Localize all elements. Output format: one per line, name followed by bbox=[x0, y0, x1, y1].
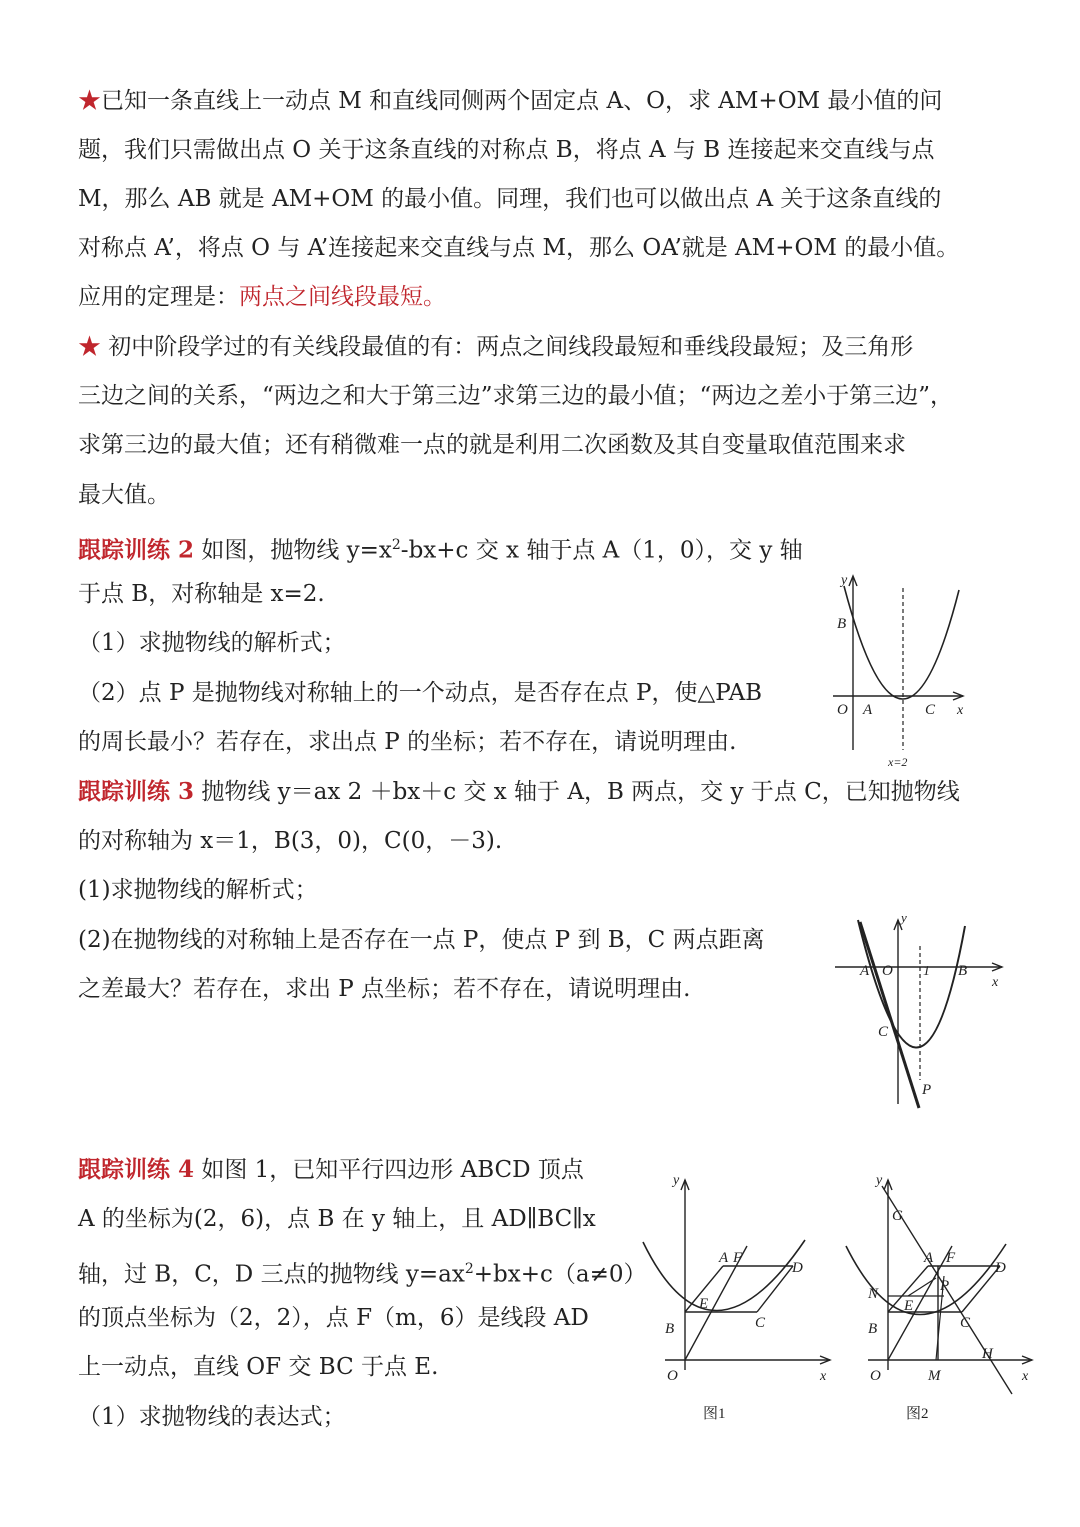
ex2-line2: 于点 B，对称轴是 x=2. bbox=[78, 581, 325, 607]
star-icon: ★ bbox=[78, 334, 101, 360]
ex3-question2a: (2)在抛物线的对称轴上是否存在一点 P，使点 P 到 B，C 两点距离 bbox=[78, 927, 765, 953]
fig-label-o: O bbox=[882, 963, 893, 979]
section2-line4: 最大值。 bbox=[78, 482, 170, 508]
ex3-figure bbox=[830, 908, 1005, 1117]
fig-label-c: C bbox=[925, 702, 936, 718]
fig-label-x: x bbox=[992, 975, 999, 990]
fig-label-c: C bbox=[755, 1315, 766, 1331]
star-icon: ★ bbox=[78, 88, 101, 114]
ex4-line5: 上一动点，直线 OF 交 BC 于点 E. bbox=[78, 1354, 439, 1380]
fig-label-x: x bbox=[1022, 1369, 1029, 1384]
fig-label-o: O bbox=[870, 1368, 881, 1384]
fig-label-d: D bbox=[995, 1260, 1006, 1276]
section1-line3: M，那么 AB 就是 AM+OM 的最小值。同理，我们也可以做出点 A 关于这条直线的 bbox=[78, 186, 942, 212]
fig-label-m: M bbox=[928, 1368, 941, 1384]
fig-label-y: y bbox=[841, 573, 848, 588]
ex3-question1: (1)求抛物线的解析式； bbox=[78, 877, 318, 903]
fig-label-p: P bbox=[922, 1082, 932, 1098]
fig-label-a: A bbox=[863, 702, 873, 718]
ex4-figure2 bbox=[840, 1170, 1040, 1429]
fig-label-e: E bbox=[904, 1298, 914, 1314]
fig-label-n: N bbox=[868, 1286, 879, 1302]
fig-label-a: A bbox=[719, 1250, 729, 1266]
ex2-question2b: 的周长最小？若存在，求出点 P 的坐标；若不存在，请说明理由. bbox=[78, 729, 737, 755]
fig-label-b: B bbox=[868, 1321, 878, 1337]
section1-line5: 应用的定理是：两点之间线段最短。 bbox=[78, 284, 446, 310]
figure-caption: 图1 bbox=[703, 1406, 726, 1422]
fig-label-one: 1 bbox=[923, 964, 930, 979]
fig-label-a: A bbox=[924, 1250, 934, 1266]
fig-label-c: C bbox=[878, 1024, 889, 1040]
fig-label-b: B bbox=[837, 616, 847, 632]
ex4-label: 跟踪训练 4 bbox=[78, 1156, 195, 1183]
fig-label-f: F bbox=[733, 1250, 743, 1266]
fig-label-x: x bbox=[820, 1369, 827, 1384]
fig-label-o: O bbox=[667, 1368, 678, 1384]
ex4-line2: A 的坐标为(2，6)，点 B 在 y 轴上，且 AD∥BC∥x bbox=[78, 1206, 596, 1232]
ex4-question1: （1）求抛物线的表达式； bbox=[78, 1404, 346, 1430]
theorem-highlight: 两点之间线段最短。 bbox=[239, 284, 446, 310]
ex4-line1: 跟踪训练 4 如图 1，已知平行四边形 ABCD 顶点 bbox=[78, 1156, 584, 1183]
fig-label-y: y bbox=[876, 1173, 883, 1188]
ex4-figure1 bbox=[635, 1170, 840, 1429]
ex4-line3: 轴，过 B，C，D 三点的抛物线 $y=ax^2+bx+c(a\ne 0)$ bbox=[78, 1261, 647, 1288]
ex2-label: 跟踪训练 2 bbox=[78, 536, 195, 564]
fig-label-b: B bbox=[665, 1321, 675, 1337]
ex2-line1: 跟踪训练 2 如图，抛物线 $y=x^2-bx+c$ 交 x 轴于点 A（1，0），交 y 轴 bbox=[78, 536, 803, 564]
fig-label-h: H bbox=[982, 1346, 993, 1362]
fig-label-d: D bbox=[792, 1260, 803, 1276]
fig-label-c: C bbox=[960, 1315, 971, 1331]
ex3-line2: 的对称轴为 x＝1，B(3，0)，C(0，－3). bbox=[78, 828, 503, 854]
ex2-question2a: （2）点 P 是抛物线对称轴上的一个动点，是否存在点 P，使△PAB bbox=[78, 680, 763, 706]
figure-caption: 图2 bbox=[906, 1406, 929, 1422]
fig-label-f: F bbox=[946, 1250, 956, 1266]
ex2-figure bbox=[825, 568, 975, 777]
ex4-line4: 的顶点坐标为（2，2），点 F（m，6）是线段 AD bbox=[78, 1305, 589, 1331]
fig-label-y: y bbox=[673, 1173, 680, 1188]
fig-label-y: y bbox=[901, 910, 907, 925]
section2-line3: 求第三边的最大值；还有稍微难一点的就是利用二次函数及其自变量取值范围来求 bbox=[78, 432, 906, 458]
fig-label-axis: x=2 bbox=[888, 755, 908, 769]
section1-line2: 题，我们只需做出点 O 关于这条直线的对称点 B，将点 A 与 B 连接起来交直线与点 bbox=[78, 137, 935, 163]
fig-label-o: O bbox=[837, 702, 848, 718]
ex3-line1: 跟踪训练 3 抛物线 y＝ax 2 ＋bx＋c 交 x 轴于 A，B 两点，交 y 于点 C，已知抛物线 bbox=[78, 778, 960, 805]
fig-label-a: A bbox=[860, 963, 870, 979]
fig-label-g: G bbox=[892, 1208, 903, 1224]
fig-label-e: E bbox=[699, 1296, 709, 1312]
fig-label-p: P bbox=[940, 1278, 950, 1294]
ex2-question1: （1）求抛物线的解析式； bbox=[78, 630, 346, 656]
section2-line1: ★ 初中阶段学过的有关线段最值的有：两点之间线段最短和垂线段最短；及三角形 bbox=[78, 334, 914, 360]
fig-label-x: x bbox=[957, 703, 964, 718]
ex3-label: 跟踪训练 3 bbox=[78, 778, 195, 805]
section1-line4: 对称点 A’，将点 O 与 A’连接起来交直线与点 M，那么 OA’就是 AM+OM 的最小值。 bbox=[78, 235, 960, 261]
section1-line1: ★已知一条直线上一动点 M 和直线同侧两个固定点 A、O，求 AM+OM 最小值的问 bbox=[78, 88, 943, 114]
section2-line2: 三边之间的关系，“两边之和大于第三边”求第三边的最小值；“两边之差小于第三边”， bbox=[78, 383, 954, 409]
ex3-question2b: 之差最大？若存在，求出 P 点坐标；若不存在，请说明理由. bbox=[78, 976, 691, 1002]
fig-label-b: B bbox=[958, 963, 968, 979]
